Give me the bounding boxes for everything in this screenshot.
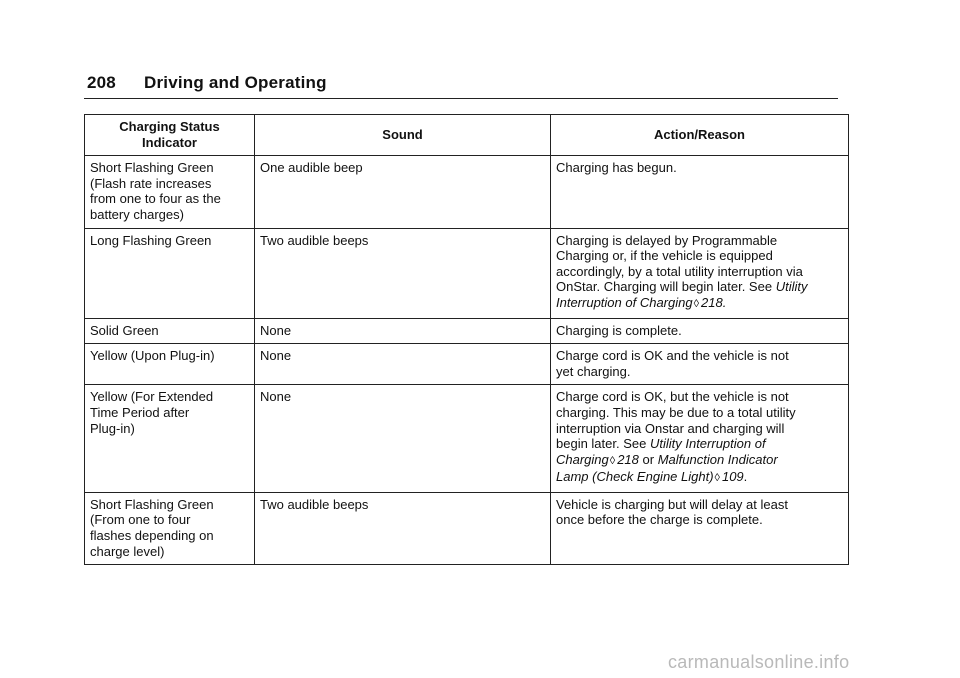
page-reference-icon: ◊ [609,454,616,467]
charging-status-table [84,114,849,565]
page-reference-number: 109 [721,469,744,485]
page-reference-number: 218 [617,451,639,467]
indicator-cell: Long Flashing Green [85,228,255,318]
table-row [85,344,849,385]
page-header [84,72,838,99]
sound-cell: Two audible beeps [255,492,551,564]
sound-cell: None [255,385,551,493]
cross-reference-link[interactable]: Malfunction Indicator [657,451,778,467]
page-reference-icon: ◊ [714,472,720,485]
sound-cell: None [255,318,551,344]
action-cell: Charging is delayed by Programmable Charging or, if the vehicle is equipped accordingly, by a total utility interruption via OnStar. Charging will begin later. See Utility Interruption of Charging◊ 218. [551,228,849,318]
column-header-indicator: Charging Status Indicator [85,115,255,156]
action-cell: Charging has begun. [551,156,849,228]
column-header-sound: Sound [255,115,551,156]
cross-reference-link[interactable]: Lamp (Check Engine Light) [556,469,714,485]
page-reference-number: 218 [701,294,723,310]
indicator-cell: Yellow (Upon Plug-in) [85,344,255,385]
cross-reference-link[interactable]: Utility [775,279,808,295]
cross-reference-link[interactable]: Interruption of Charging [556,294,693,310]
column-header-action: Action/Reason [551,115,849,156]
table-header-row [85,115,849,156]
cross-reference-link[interactable]: Charging [556,451,609,467]
action-cell: Charge cord is OK, but the vehicle is not charging. This may be due to a total utility interruption via Onstar and charging will begin later. See Utility Interruption of Charging◊ 218 or Malfunction Indicator Lamp (Check Engine Light)◊ 109. [551,385,849,493]
table-row [85,318,849,344]
cross-reference-link[interactable]: Utility Interruption of [649,436,766,452]
indicator-cell: Solid Green [85,318,255,344]
page-reference-icon: ◊ [693,297,700,310]
action-cell: Charge cord is OK and the vehicle is not yet charging. [551,344,849,385]
sound-cell: None [255,344,551,385]
table-row [85,492,849,564]
table-row [85,156,849,228]
indicator-cell: Yellow (For Extended Time Period after Plug-in) [85,385,255,493]
action-cell: Charging is complete. [551,318,849,344]
sound-cell: One audible beep [255,156,551,228]
table-row [85,385,849,493]
indicator-cell: Short Flashing Green (Flash rate increases from one to four as the battery charges) [85,156,255,228]
action-cell: Vehicle is charging but will delay at least once before the charge is complete. [551,492,849,564]
table-row [85,228,849,318]
page-number: 208 [87,73,116,92]
watermark-text: carmanualsonline.info [668,652,850,672]
section-title: Driving and Operating [144,73,327,92]
indicator-cell: Short Flashing Green (From one to four flashes depending on charge level) [85,492,255,564]
sound-cell: Two audible beeps [255,228,551,318]
